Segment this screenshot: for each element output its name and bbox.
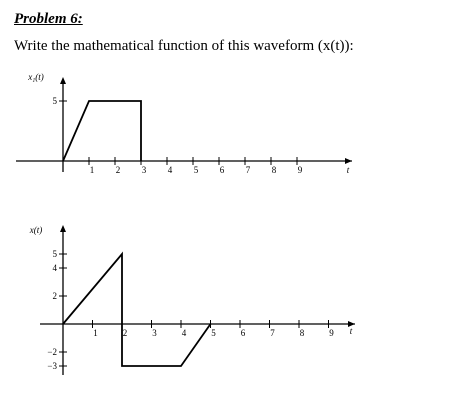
chart2-y-tick-label: 5 (52, 249, 57, 259)
chart2-x-tick-label: 4 (181, 328, 187, 338)
chart2-x-tick-label: 9 (329, 328, 334, 338)
chart1-x-tick-label: 7 (245, 165, 251, 175)
chart2-x-tick-label: 1 (93, 328, 98, 338)
chart1-y-tick-label: 5 (52, 96, 57, 106)
chart2-y-tick-label: −3 (47, 361, 57, 371)
chart2-y-arrow (60, 225, 66, 232)
chart1-x-arrow (345, 158, 352, 164)
chart2-waveform (63, 254, 211, 366)
chart1-x-tick-label: 1 (89, 165, 95, 175)
chart2-y-tick-label: −2 (47, 347, 57, 357)
chart1-waveform (63, 101, 141, 161)
chart1-x-tick-label: 3 (141, 165, 147, 175)
chart2-y-tick-label: 2 (52, 291, 57, 301)
chart1-x-label: t (346, 165, 350, 175)
chart1-x-tick-label: 5 (193, 165, 199, 175)
chart2-x-tick-label: 2 (122, 328, 128, 338)
chart1-y-label: x₁(t) (28, 72, 44, 82)
problem-question: Write the mathematical function of this waveform (x(t)): (14, 38, 354, 54)
chart2-x-tick-label: 7 (270, 328, 275, 338)
chart1-x-tick-label: 8 (271, 165, 277, 175)
chart2-x-tick-label: 3 (152, 328, 157, 338)
chart2-x-tick-label: 5 (211, 328, 216, 338)
chart2-x-tick-label: 8 (299, 328, 305, 338)
chart1-y-arrow (60, 77, 66, 84)
chart2-y-tick-label: 4 (52, 263, 57, 273)
chart1-x-tick-label: 2 (115, 165, 121, 175)
chart1-x-tick-label: 4 (167, 165, 173, 175)
chart2-x-tick-label: 6 (240, 328, 246, 338)
chart1-x-tick-label: 6 (219, 165, 225, 175)
chart2-x-label: t (349, 326, 353, 336)
problem-title: Problem 6: (14, 11, 83, 27)
chart1-x-tick-label: 9 (297, 165, 303, 175)
chart2-y-label: x(t) (29, 225, 43, 235)
